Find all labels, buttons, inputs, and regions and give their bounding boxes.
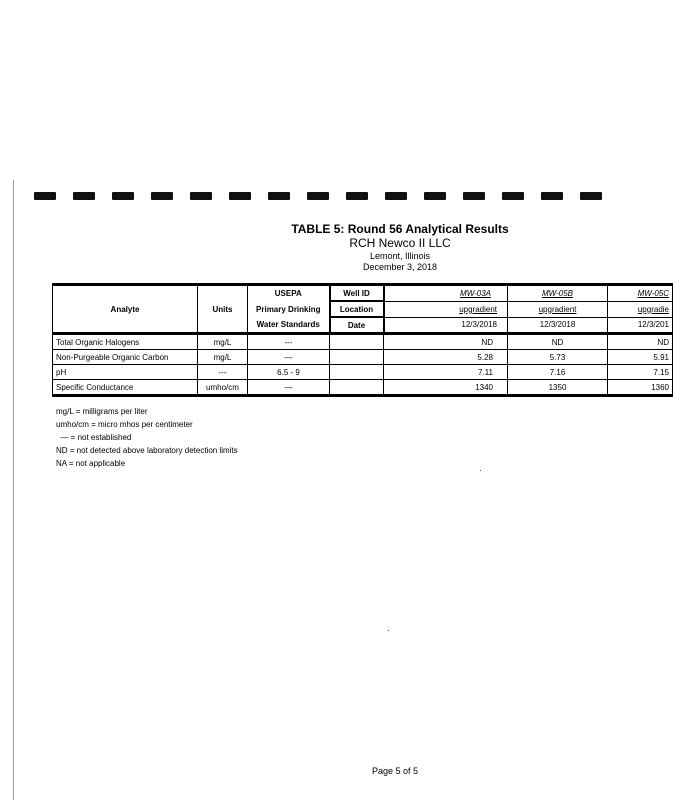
table-title: TABLE 5: Round 56 Analytical Results [291, 222, 509, 236]
analyte-cell: Specific Conductance [53, 380, 198, 396]
note-line: ND = not detected above laboratory detection limits [56, 446, 238, 455]
table-row [53, 380, 673, 396]
well-id-3: MW-05C [608, 285, 673, 302]
well-date-2: 12/3/2018 [508, 317, 608, 334]
company-name: RCH Newco II LLC [349, 236, 451, 250]
well-id-2: MW-05B [508, 285, 608, 302]
value-cell: 7.15 [608, 365, 673, 380]
table-row [53, 365, 673, 380]
results-table [52, 283, 669, 397]
standard-cell: — [248, 350, 330, 365]
note-line: mg/L = milligrams per liter [56, 407, 148, 416]
value-cell: ND [384, 334, 508, 350]
well-id-label: Well ID [330, 285, 384, 302]
units-header: Units [198, 285, 248, 334]
well-location-2: upgradient [508, 301, 608, 317]
value-cell: 7.16 [508, 365, 608, 380]
header-row-1 [53, 285, 673, 302]
table-notes [56, 405, 238, 470]
date-label: Date [330, 317, 384, 334]
scan-speck [480, 470, 481, 471]
empty-cell [330, 350, 384, 365]
standard-header-1: USEPA [248, 285, 330, 302]
standard-cell: — [248, 380, 330, 396]
report-date: December 3, 2018 [362, 262, 438, 272]
standard-cell: 6.5 - 9 [248, 365, 330, 380]
site-location: Lemont, Illinois [369, 251, 431, 261]
standard-header-3: Water Standards [248, 317, 330, 334]
table-row [53, 350, 673, 365]
location-label: Location [330, 301, 384, 317]
scan-margin-line [13, 180, 14, 800]
units-cell: mg/L [198, 350, 248, 365]
standard-cell: --- [248, 334, 330, 350]
standard-header-2: Primary Drinking [248, 301, 330, 317]
value-cell: ND [508, 334, 608, 350]
page-number: Page 5 of 5 [372, 766, 419, 776]
analyte-cell: Non-Purgeable Organic Carbon [53, 350, 198, 365]
analyte-cell: pH [53, 365, 198, 380]
scan-speck [388, 630, 389, 631]
value-cell: 5.28 [384, 350, 508, 365]
note-line: NA = not applicable [56, 459, 126, 468]
empty-cell [330, 365, 384, 380]
note-line: — = not established [56, 433, 132, 442]
well-location-1: upgradient [384, 301, 508, 317]
units-cell: umho/cm [198, 380, 248, 396]
units-cell: --- [198, 365, 248, 380]
empty-cell [330, 334, 384, 350]
analyte-header: Analyte [53, 285, 198, 334]
well-location-3: upgradie [608, 301, 673, 317]
value-cell: 1350 [508, 380, 608, 396]
units-cell: mg/L [198, 334, 248, 350]
empty-cell [330, 380, 384, 396]
value-cell: 5.91 [608, 350, 673, 365]
table-row [53, 334, 673, 350]
value-cell: ND [608, 334, 673, 350]
analyte-cell: Total Organic Halogens [53, 334, 198, 350]
value-cell: 5.73 [508, 350, 608, 365]
value-cell: 7.11 [384, 365, 508, 380]
well-date-3: 12/3/201 [608, 317, 673, 334]
perforation-dashes [34, 192, 618, 202]
note-line: umho/cm = micro mhos per centimeter [56, 420, 193, 429]
value-cell: 1340 [384, 380, 508, 396]
value-cell: 1360 [608, 380, 673, 396]
well-date-1: 12/3/2018 [384, 317, 508, 334]
well-id-1: MW-03A [384, 285, 508, 302]
